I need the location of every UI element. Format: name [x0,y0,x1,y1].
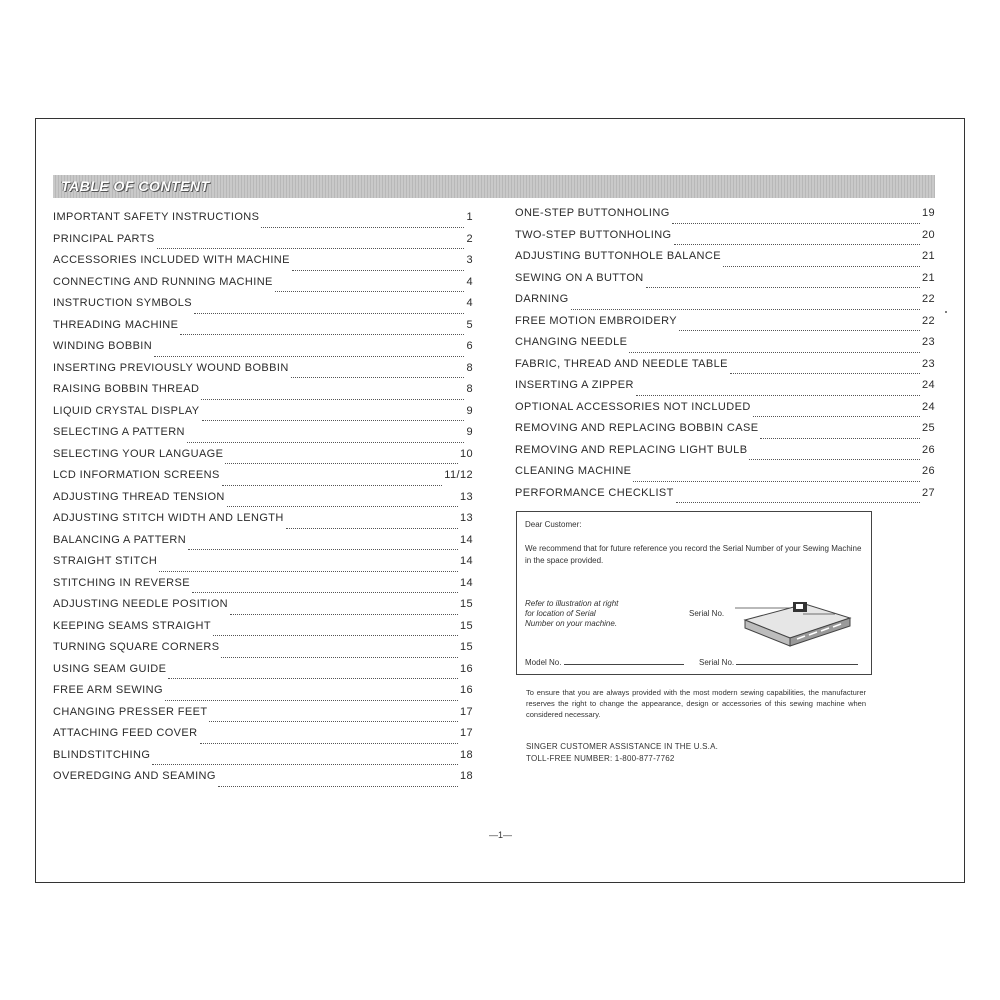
toc-dot-leader [292,262,465,271]
toc-entry-page: 18 [459,748,473,761]
manufacturer-notice: To ensure that you are always provided with the most modern sewing capabilities, the manufacturer reserves the right to change the appearance, design or accessories of this sewing machine when considered necessary. [526,688,866,719]
toc-entry [53,469,473,491]
toc-entry-title: CHANGING NEEDLE [515,336,628,348]
toc-dot-leader [222,477,443,486]
toc-entry [515,465,935,487]
toc-dot-leader [730,365,920,374]
toc-entry-title: ADJUSTING STITCH WIDTH AND LENGTH [53,512,284,524]
customer-serial-box [516,511,872,675]
toc-dot-leader [261,219,464,228]
toc-entry [515,336,935,358]
toc-entry [515,293,935,315]
toc-entry-page: 4 [466,275,473,288]
toc-entry-title: REMOVING AND REPLACING LIGHT BULB [515,443,748,456]
customer-assistance [526,741,718,765]
toc-entry-page: 22 [921,314,935,327]
toc-entry-page: 27 [921,486,935,499]
model-number-line [564,657,684,665]
toc-dot-leader [218,778,458,787]
toc-entry [53,319,473,341]
toc-entry-page: 25 [921,422,935,434]
toc-entry-title: FREE MOTION EMBROIDERY [515,314,677,327]
toc-entry [53,426,473,448]
toc-dot-leader [674,236,920,245]
stray-mark [945,311,947,313]
toc-entry-page: 18 [459,770,473,782]
toc-dot-leader [194,305,464,314]
toc-dot-leader [636,387,920,396]
toc-dot-leader [180,326,464,335]
toc-entry [515,207,935,229]
toc-left-column [53,211,473,792]
toc-entry [53,512,473,534]
toc-entry [53,383,473,405]
toc-dot-leader [275,283,465,292]
toc-entry-title: INSERTING PREVIOUSLY WOUND BOBBIN [53,361,289,374]
toc-entry [53,706,473,728]
toc-entry-title: PRINCIPAL PARTS [53,232,155,245]
toc-entry-title: BLINDSTITCHING [53,748,151,761]
toc-entry-page: 26 [921,465,935,477]
serial-number-line [736,657,858,665]
toc-dot-leader [760,430,920,439]
toc-entry-page: 15 [459,598,473,610]
toc-entry-title: CHANGING PRESSER FEET [53,705,208,718]
serial-callout-label: Serial No. [689,609,725,618]
toc-dot-leader [187,434,465,443]
sewing-machine-base-illustration [735,590,855,650]
toc-dot-leader [209,713,457,722]
toc-entry-title: SELECTING YOUR LANGUAGE [53,447,224,460]
toc-dot-leader [200,735,458,744]
toc-entry-title: CONNECTING AND RUNNING MACHINE [53,275,273,288]
serial-number-field [699,657,858,667]
toc-entry [53,598,473,620]
toc-entry-title: OPTIONAL ACCESSORIES NOT INCLUDED [515,400,751,413]
toc-entry-title: IMPORTANT SAFETY INSTRUCTIONS [53,211,260,223]
toc-entry-page: 2 [466,232,473,245]
toc-dot-leader [672,215,920,224]
toc-entry-page: 6 [466,340,473,352]
toc-entry [515,422,935,444]
toc-entry-title: ADJUSTING NEEDLE POSITION [53,598,229,610]
toc-entry-page: 3 [466,254,473,266]
toc-entry-page: 16 [459,684,473,696]
toc-entry [53,684,473,706]
toc-entry [515,272,935,294]
toc-dot-leader [629,344,920,353]
toc-entry [515,250,935,272]
toc-entry-title: SELECTING A PATTERN [53,426,185,438]
toc-entry-title: STRAIGHT STITCH [53,555,158,567]
toc-entry-page: 5 [466,318,473,331]
toc-entry-title: INSERTING A ZIPPER [515,379,634,391]
toc-entry-page: 21 [921,271,935,284]
toc-dot-leader [225,455,458,464]
toc-entry-title: CLEANING MACHINE [515,465,632,477]
toc-entry-title: RAISING BOBBIN THREAD [53,383,200,395]
assistance-heading: SINGER CUSTOMER ASSISTANCE IN THE U.S.A. [526,742,719,751]
toc-entry-title: LIQUID CRYSTAL DISPLAY [53,404,200,417]
toc-entry-title: INSTRUCTION SYMBOLS [53,297,193,309]
toc-dot-leader [230,606,458,615]
toc-entry-page: 8 [466,361,473,374]
serial-recommendation: We recommend that for future reference you record the Serial Number of your Sewing Machine in the space provided. [525,544,862,565]
toc-entry [53,233,473,255]
toc-entry-title: FREE ARM SEWING [53,684,163,696]
toc-entry-title: USING SEAM GUIDE [53,662,167,675]
toc-dot-leader [165,692,458,701]
toc-entry [53,362,473,384]
toc-entry-page: 24 [921,400,935,413]
toc-right-column [515,207,935,508]
toc-entry-page: 24 [921,379,935,391]
toc-entry-title: TWO-STEP BUTTONHOLING [515,228,672,241]
toc-entry [53,534,473,556]
toc-entry-title: PERFORMANCE CHECKLIST [515,486,674,499]
toc-entry-page: 15 [459,619,473,632]
toc-title-bar [53,175,935,198]
toc-dot-leader [676,494,920,503]
toc-dot-leader [168,670,458,679]
toc-entry-title: ADJUSTING THREAD TENSION [53,490,225,503]
toc-entry [515,315,935,337]
toc-dot-leader [154,348,464,357]
toc-entry-title: SEWING ON A BUTTON [515,271,644,284]
toc-entry-title: DARNING [515,293,569,305]
toc-entry-title: THREADING MACHINE [53,318,179,331]
toc-entry-title: STITCHING IN REVERSE [53,576,190,589]
toc-entry-title: FABRIC, THREAD AND NEEDLE TABLE [515,357,728,370]
toc-entry-title: OVEREDGING AND SEAMING [53,770,216,782]
serial-location-note: Refer to illustration at right for location of Serial Number on your machine. [525,599,619,628]
serial-number-label: Serial No. [699,658,735,667]
toc-entry-title: TURNING SQUARE CORNERS [53,641,220,653]
toll-free-number: TOLL-FREE NUMBER: 1-800-877-7762 [526,754,675,763]
toc-entry-page: 14 [459,533,473,546]
toc-entry [53,749,473,771]
toc-entry [53,491,473,513]
page-number: —1— [489,830,513,840]
toc-entry-page: 1 [466,211,473,223]
toc-entry-page: 16 [459,662,473,675]
toc-entry-title: BALANCING A PATTERN [53,533,187,546]
toc-entry-page: 15 [459,641,473,653]
toc-entry [53,641,473,663]
toc-dot-leader [571,301,920,310]
toc-dot-leader [201,391,464,400]
toc-entry-page: 4 [466,297,473,309]
toc-entry-page: 14 [459,576,473,589]
toc-entry-page: 13 [459,512,473,524]
toc-dot-leader [227,498,458,507]
toc-entry-page: 23 [921,336,935,348]
toc-entry [53,555,473,577]
toc-entry [53,663,473,685]
toc-entry-page: 14 [459,555,473,567]
toc-entry [53,297,473,319]
toc-entry [53,405,473,427]
toc-entry-page: 22 [921,293,935,305]
toc-dot-leader [286,520,458,529]
toc-entry [515,487,935,509]
toc-dot-leader [749,451,920,460]
model-number-field [525,657,684,667]
toc-dot-leader [159,563,458,572]
toc-entry-title: WINDING BOBBIN [53,340,153,352]
toc-entry-page: 9 [466,426,473,438]
toc-dot-leader [291,369,465,378]
toc-entry [53,770,473,792]
toc-entry-title: ONE-STEP BUTTONHOLING [515,207,670,219]
toc-entry [53,254,473,276]
toc-entry-page: 23 [921,357,935,370]
toc-entry [53,577,473,599]
toc-entry-page: 19 [921,207,935,219]
model-number-label: Model No. [525,658,562,667]
toc-entry-title: ACCESSORIES INCLUDED WITH MACHINE [53,254,290,266]
toc-entry [515,229,935,251]
toc-entry [53,211,473,233]
toc-dot-leader [192,584,458,593]
toc-entry [515,444,935,466]
toc-entry-page: 8 [466,383,473,395]
toc-entry [53,448,473,470]
toc-entry [53,727,473,749]
toc-entry-page: 20 [921,228,935,241]
toc-dot-leader [723,258,920,267]
toc-dot-leader [633,473,920,482]
customer-greeting: Dear Customer: [525,520,582,529]
toc-entry [515,401,935,423]
toc-entry [515,358,935,380]
toc-entry [53,340,473,362]
toc-entry-page: 9 [466,404,473,417]
page-title: TABLE OF CONTENT [61,178,210,194]
toc-entry-page: 17 [459,727,473,739]
toc-entry-page: 21 [921,250,935,262]
toc-dot-leader [202,412,465,421]
toc-entry-page: 10 [459,447,473,460]
toc-dot-leader [679,322,920,331]
toc-dot-leader [152,756,458,765]
toc-entry-page: 26 [921,443,935,456]
toc-entry-title: REMOVING AND REPLACING BOBBIN CASE [515,422,759,434]
toc-entry-title: ADJUSTING BUTTONHOLE BALANCE [515,250,721,262]
toc-entry-page: 17 [459,705,473,718]
toc-entry [53,620,473,642]
toc-entry-title: KEEPING SEAMS STRAIGHT [53,619,211,632]
toc-entry-title: ATTACHING FEED COVER [53,727,198,739]
toc-dot-leader [221,649,457,658]
toc-entry [53,276,473,298]
toc-entry-title: LCD INFORMATION SCREENS [53,469,220,481]
toc-entry [515,379,935,401]
toc-dot-leader [188,541,458,550]
toc-dot-leader [753,408,920,417]
toc-entry-page: 13 [459,490,473,503]
toc-dot-leader [157,240,465,249]
toc-dot-leader [646,279,920,288]
toc-entry-page: 11/12 [444,469,473,481]
toc-dot-leader [213,627,458,636]
